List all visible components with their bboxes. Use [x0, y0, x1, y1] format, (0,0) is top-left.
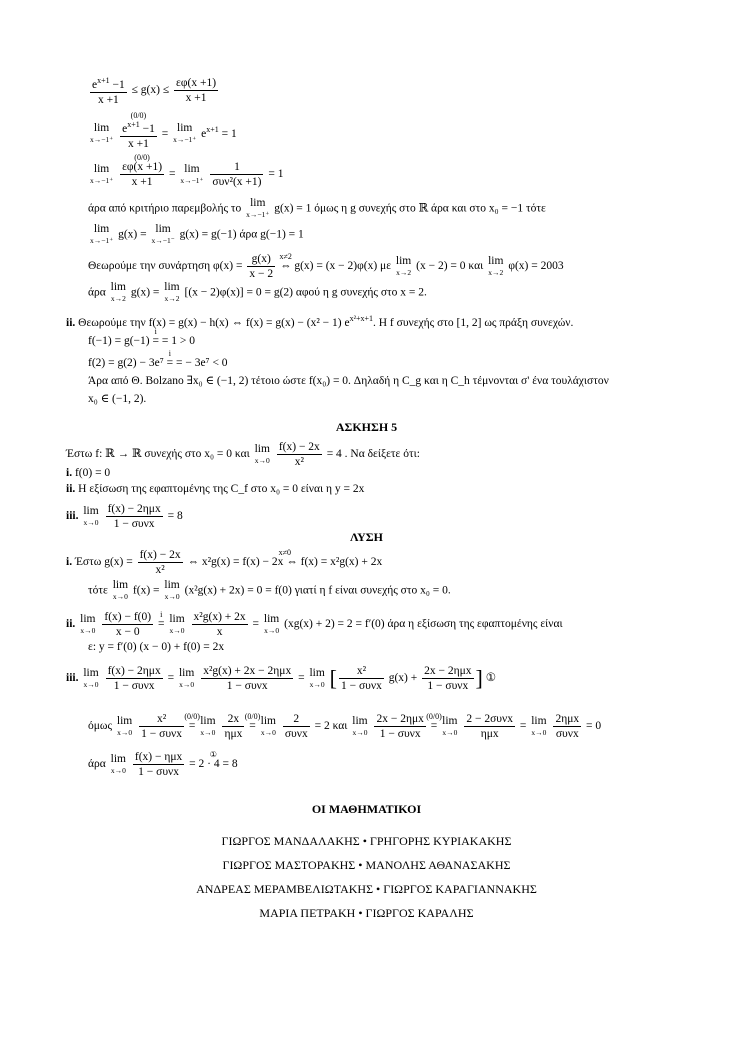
text-line: lim x→−1⁺ g(x) = lim x→−1⁻ g(x) = g(−1) άρα g(−1) = 1	[90, 223, 304, 245]
inequality-line: $\frac{e^{x+1} -1}{x +1}$ ≤ g(x) ≤ $\frac{\varepsilon\varphi(x +1)}{x +1}$	[92, 76, 217, 106]
solution-step: άρα lim x→0 $\frac{\text{f(x) − ημx}}{\text{1 − συνx}}$ ① = 2 · 4 = 8	[88, 750, 238, 778]
solution-title: ΛΥΣΗ	[350, 530, 383, 544]
text-line: Άρα από Θ. Bolzano ∃x₀ ∈ (−1, 2) τέτοιο ώστε f(x₀) = 0. Δηλαδή η C_g και η C_h τέμνονται σ' ένα τουλάχιστον	[88, 375, 609, 387]
solution-step: όμως lim x→0 $\frac{\text{x²}}{\text{1 − συνx}}$ (0/0) = lim x→0 $\frac{2x}{\text{ημx}}$ (0/0) = lim x→0 $\frac{2}{\text{συνx}}$ = 2 και lim x→0 $\frac{\text{2x − 2ημx}}{\text{1 − συνx}}$ (0/0) = lim x→0 $\frac{\text{2 − 2συνx}}{\text{ημx}}$ = lim x→0 $\frac{\text{2ημx}}{\text{συνx}}$ = 0	[88, 712, 602, 740]
authors-row: ΓΙΩΡΓΟΣ ΜΑΝΔΑΛΑΚΗΣ • ΓΡΗΓΟΡΗΣ ΚΥΡΙΑΚΑΚΗΣ	[221, 834, 512, 848]
question-3: iii. lim x→0 $\frac{\text{f(x) − 2ημx}}{\text{1 − συνx}}$ = 8	[66, 503, 183, 530]
question-2: ii. Η εξίσωση της εφαπτομένης της C_f στο x₀ = 0 είναι η y = 2x	[66, 483, 365, 495]
limit-line: lim x→−1⁺ (0/0) $e^{x+1} -1$ x +1 = lim x→−1⁺ $e^{x+1} = 1$	[90, 111, 237, 150]
text-line: x₀ ∈ (−1, 2).	[88, 393, 147, 405]
question-1: i. f(0) = 0	[66, 467, 111, 479]
solution-step: τότε lim x→0 f(x) = lim x→0 (x²g(x) + 2x) = 0 = f(0) γιατί η f είναι συνεχής στο x₀ = 0.	[88, 579, 451, 601]
footer-title: ΟΙ ΜΑΘΗΜΑΤΙΚΟΙ	[311, 802, 422, 816]
text-line: άρα lim x→2 g(x) = lim x→2 [(x − 2)φ(x)] = 0 = g(2) αφού η g συνεχής στο x = 2.	[88, 281, 427, 303]
solution-step: ii. lim x→0 $\frac{f(x) - f(0)}{x - 0}$ i = lim x→0 $\frac{\text{x²g(x) + 2x}}{x}$ = lim x→0 (xg(x) + 2) = 2 = f′(0) άρα η εξίσωση της εφαπτομένης είναι	[66, 610, 563, 638]
text-line: ii. Θεωρούμε την f(x) = g(x) − h(x) ⇔ f(x) = g(x) − (x² − 1) $e^{x^2+x+1}$. Η f συνεχής στο [1, 2] ως πράξη συνεχών.	[66, 314, 574, 329]
fraction: $\frac{\varepsilon\varphi(x +1)}{x +1}$	[176, 76, 217, 104]
text-line: f(−1) = g(−1) i = = 1 > 0	[88, 327, 195, 347]
solution-step: iii. lim x→0 $\frac{\text{f(x) − 2ημx}}{\text{1 − συνx}}$ = lim x→0 $\frac{\text{x²g(x) + 2x − 2ημx}}{\text{1 − συνx}}$ = lim x→0 [ $\frac{\text{x²}}{\text{1 − συνx}}$ g(x) + $\frac{\text{2x − 2ημx}}{\text{1 − συνx}}$ ] ①	[66, 665, 497, 692]
text-line: Θεωρούμε την συνάρτηση φ(x) = $\frac{g(x)}{x - 2}$ x≠2 ⇔ g(x) = (x − 2)φ(x) με lim x→2 (x − 2) = 0 και lim x→2 φ(x) = 2003	[88, 252, 564, 280]
limit-line: lim x→−1⁺ (0/0) εφ(x +1) x +1 = lim x→−1⁺ $\frac{1}{\text{συν²(x +1)}}$ = 1	[90, 153, 284, 188]
text-line: άρα από κριτήριο παρεμβολής το lim x→−1⁺ g(x) = 1 όμως η g συνεχής στο ℝ άρα και στο x₀ = −1 τότε	[88, 197, 546, 219]
solution-step: ε: y = f′(0) (x − 0) + f(0) = 2x	[88, 641, 225, 653]
authors-row: ΓΙΩΡΓΟΣ ΜΑΣΤΟΡΑΚΗΣ • ΜΑΝΟΛΗΣ ΑΘΑΝΑΣΑΚΗΣ	[222, 858, 511, 872]
authors-row: ΑΝΔΡΕΑΣ ΜΕΡΑΜΒΕΛΙΩΤΑΚΗΣ • ΓΙΩΡΓΟΣ ΚΑΡΑΓΙΑΝΝΑΚΗΣ	[196, 882, 537, 896]
authors-row: ΜΑΡΙΑ ΠΕΤΡΑΚΗ • ΓΙΩΡΓΟΣ ΚΑΡΑΛΗΣ	[259, 906, 474, 920]
text-line: f(2) = g(2) − 3e⁷ i = = − 3e⁷ < 0	[88, 349, 228, 369]
solution-step: i. Έστω g(x) = $\frac{f(x) - 2x}{\text{x²}}$ x≠0 ⇔ x²g(x) = f(x) − 2x ⇔ f(x) = x²g(x) + 2x	[66, 548, 383, 576]
exercise-title: ΑΣΚΗΣΗ 5	[335, 420, 398, 434]
exercise-statement: Έστω f: ℝ → ℝ συνεχής στο x₀ = 0 και lim x→0 $\frac{f(x) - 2x}{\text{x²}}$ = 4 . Να δείξετε ότι:	[66, 441, 420, 468]
fraction: $\frac{e^{x+1} -1}{x +1}$	[92, 76, 125, 106]
